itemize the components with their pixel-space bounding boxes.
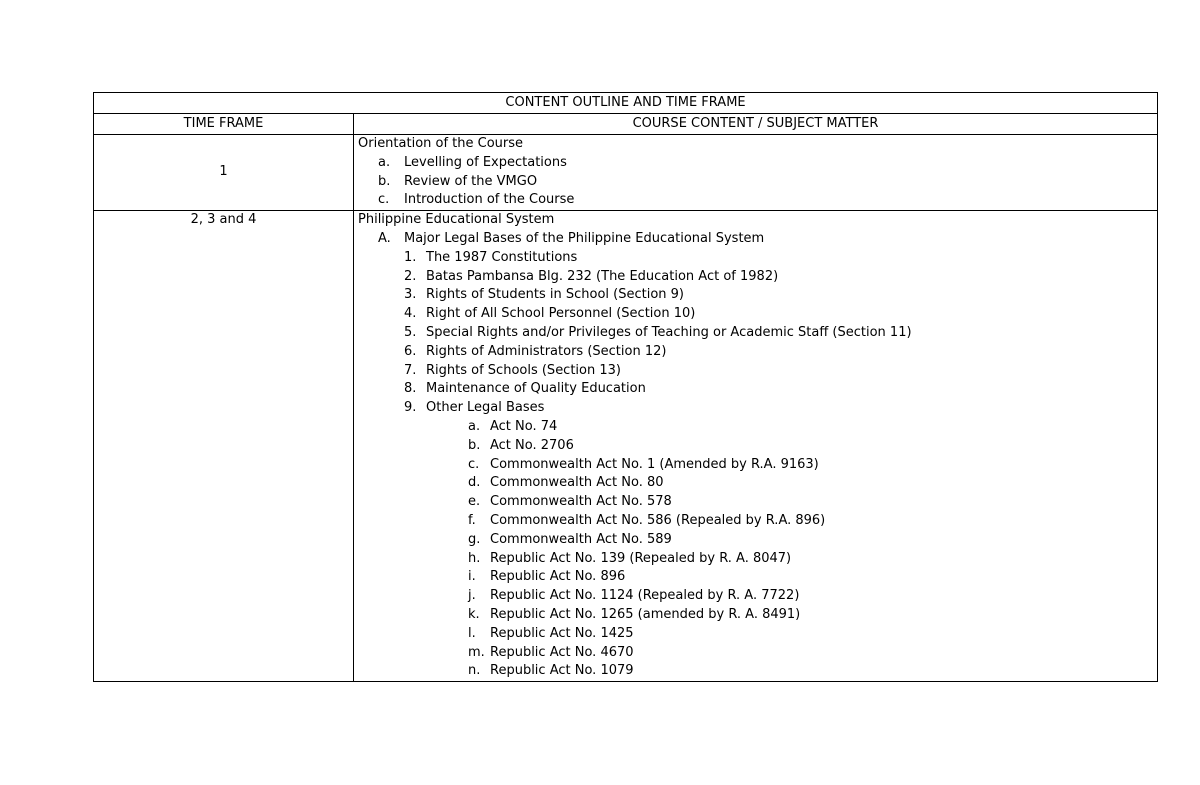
list-item-text: The 1987 Constitutions — [426, 249, 578, 265]
other-legal-bases-list — [358, 418, 1153, 681]
list-item — [358, 662, 1153, 681]
course-content-cell — [354, 135, 1158, 211]
section-heading — [358, 230, 1153, 249]
list-marker: a. — [378, 154, 391, 170]
list-item — [358, 474, 1153, 493]
list-marker: l. — [468, 625, 476, 641]
list-marker: b. — [468, 437, 481, 453]
course-content-cell — [354, 211, 1158, 682]
list-item — [358, 343, 1153, 362]
list-item-text: Rights of Schools (Section 13) — [426, 362, 621, 378]
list-marker: c. — [378, 192, 390, 208]
list-item-text: Act No. 2706 — [490, 437, 574, 453]
table-row — [94, 135, 1158, 211]
list-marker: e. — [468, 494, 481, 510]
list-item — [358, 644, 1153, 663]
list-marker: d. — [468, 475, 481, 491]
list-item-text: Right of All School Personnel (Section 10) — [426, 306, 696, 322]
list-marker: A. — [378, 230, 391, 246]
list-marker: 9. — [404, 400, 417, 416]
topic-heading: Orientation of the Course — [358, 136, 524, 151]
list-marker: m. — [468, 644, 485, 660]
list-marker: h. — [468, 550, 481, 566]
list-item-text: Other Legal Bases — [426, 400, 545, 416]
list-marker: g. — [468, 531, 481, 547]
list-marker: 8. — [404, 381, 417, 397]
list-item-text: Republic Act No. 1079 — [490, 663, 634, 679]
table-title-row — [94, 93, 1158, 114]
list-item — [358, 568, 1153, 587]
list-item-text: Batas Pambansa Blg. 232 (The Education Act of 1982) — [426, 268, 779, 284]
section-text: Major Legal Bases of the Philippine Educational System — [404, 230, 765, 246]
list-item — [358, 531, 1153, 550]
list-item — [358, 324, 1153, 343]
list-marker: 3. — [404, 287, 417, 303]
list-item-text: Republic Act No. 1124 (Repealed by R. A. 7722) — [490, 588, 800, 604]
list-marker: 5. — [404, 324, 417, 340]
list-marker: 1. — [404, 249, 417, 265]
list-item-text: Special Rights and/or Privileges of Teaching or Academic Staff (Section 11) — [426, 324, 912, 340]
time-frame-cell: 1 — [94, 135, 354, 211]
list-item-text: Maintenance of Quality Education — [426, 381, 646, 397]
table-row — [94, 211, 1158, 682]
list-item — [358, 362, 1153, 381]
list-item-text: Rights of Administrators (Section 12) — [426, 343, 667, 359]
content-outline-table — [93, 92, 1158, 682]
list-item — [358, 456, 1153, 475]
list-item-text: Commonwealth Act No. 1 (Amended by R.A. 9163) — [490, 456, 819, 472]
list-marker: 6. — [404, 343, 417, 359]
list-item-text: Commonwealth Act No. 586 (Repealed by R.A. 896) — [490, 512, 826, 528]
list-item — [358, 512, 1153, 531]
list-marker: k. — [468, 606, 480, 622]
list-item — [358, 380, 1153, 399]
course-content-header: COURSE CONTENT / SUBJECT MATTER — [354, 114, 1158, 135]
list-item-text: Commonwealth Act No. 589 — [490, 531, 672, 547]
list-marker: j. — [468, 588, 476, 604]
list-item — [358, 625, 1153, 644]
list-marker: i. — [468, 569, 476, 585]
topic-heading: Philippine Educational System — [358, 212, 555, 228]
list-item — [358, 249, 1153, 268]
list-item — [358, 305, 1153, 324]
list-item — [358, 437, 1153, 456]
list-item — [358, 493, 1153, 512]
list-item — [358, 606, 1153, 625]
time-frame-header: TIME FRAME — [94, 114, 354, 135]
list-item — [358, 399, 1153, 418]
list-item-text: Republic Act No. 1265 (amended by R. A. 8491) — [490, 606, 801, 622]
list-marker: 4. — [404, 306, 417, 322]
list-item-text: Commonwealth Act No. 578 — [490, 494, 672, 510]
list-item-text: Republic Act No. 4670 — [490, 644, 634, 660]
table-header-row — [94, 114, 1158, 135]
list-marker: f. — [468, 512, 476, 528]
time-frame-cell: 2, 3 and 4 — [94, 211, 354, 682]
list-item — [358, 587, 1153, 606]
legal-bases-list — [358, 249, 1153, 418]
list-item — [358, 418, 1153, 437]
list-item-text: Republic Act No. 1425 — [490, 625, 634, 641]
list-item-text: Commonwealth Act No. 80 — [490, 475, 664, 491]
list-item — [358, 154, 1153, 173]
list-item-text: Republic Act No. 896 — [490, 569, 626, 585]
list-item-text: Republic Act No. 139 (Repealed by R. A. 8047) — [490, 550, 792, 566]
list-item — [358, 550, 1153, 569]
list-item — [358, 286, 1153, 305]
list-item-text: Introduction of the Course — [404, 192, 575, 208]
list-marker: b. — [378, 173, 391, 189]
list-item — [358, 173, 1153, 192]
list-item-text: Rights of Students in School (Section 9) — [426, 287, 685, 303]
list-item — [358, 191, 1153, 210]
list-item-text: Act No. 74 — [490, 418, 558, 434]
table-title: CONTENT OUTLINE AND TIME FRAME — [94, 93, 1158, 114]
list-item — [358, 268, 1153, 287]
list-item-text: Review of the VMGO — [404, 173, 538, 189]
list-marker: 7. — [404, 362, 417, 378]
list-marker: 2. — [404, 268, 417, 284]
list-marker: n. — [468, 663, 481, 679]
list-marker: a. — [468, 418, 481, 434]
topic-item-list — [358, 154, 1153, 210]
list-item-text: Levelling of Expectations — [404, 154, 567, 170]
list-marker: c. — [468, 456, 480, 472]
